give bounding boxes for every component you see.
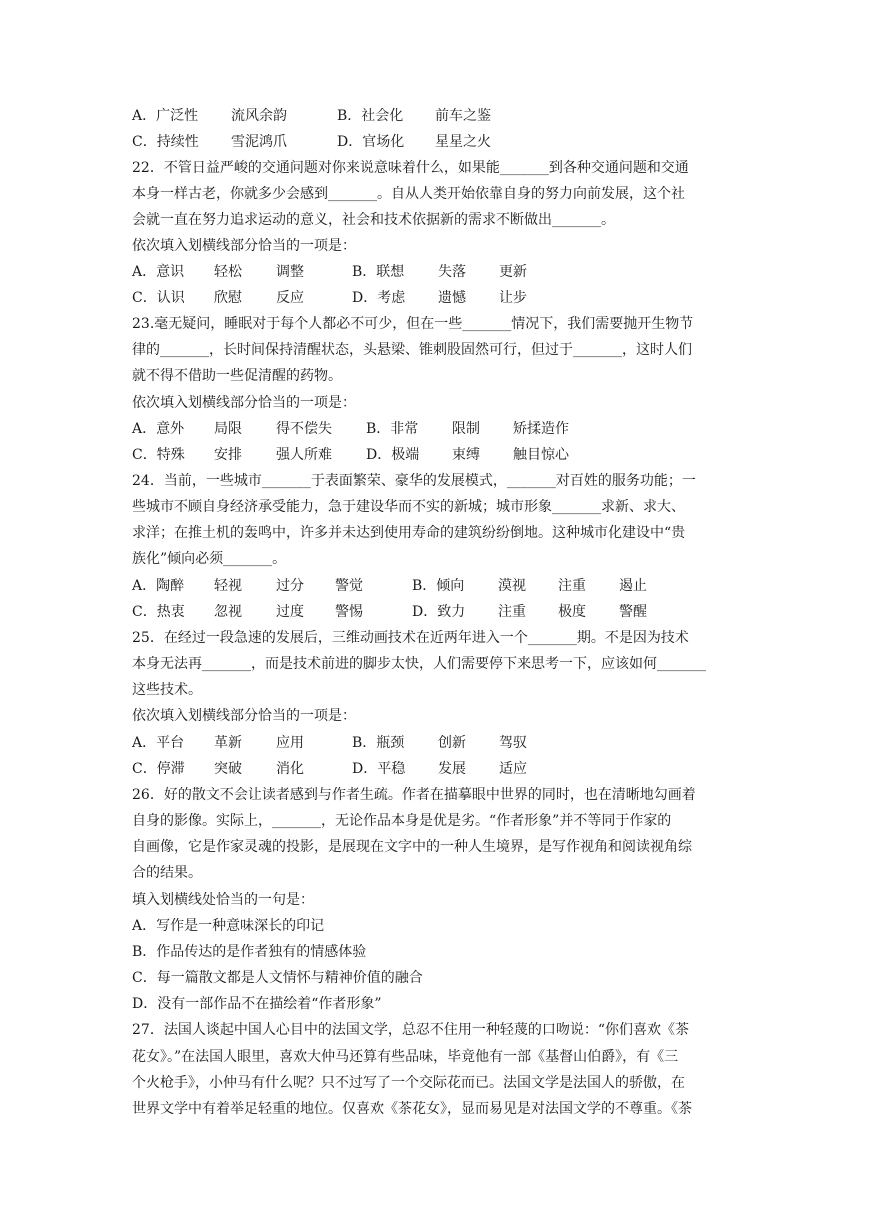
option-word: 突破	[214, 761, 242, 777]
option-b-label: B．瓶颈	[352, 735, 405, 751]
q24-text-line: 些城市不顾自身经济承受能力，急于建设华而不实的新城；城市形象_______求新、求大、	[132, 499, 685, 515]
option-word: 安排	[214, 447, 242, 463]
option-c-label: C．持续性	[132, 134, 199, 150]
q23-prompt: 依次填入划横线部分恰当的一项是：	[132, 395, 356, 411]
q22-text-line: 本身一样古老，你就多少会感到_______。自从人类开始依靠自身的努力向前发展，这个社	[132, 186, 685, 202]
option-word: 注重	[558, 578, 586, 594]
q26-option-a: A．写作是一种意味深长的印记	[132, 918, 325, 934]
option-a-label: A．广泛性	[132, 108, 199, 124]
option-b-label: B．非常	[366, 421, 419, 437]
option-word: 束缚	[452, 447, 480, 463]
q27-text-line: 花女》。”在法国人眼里，喜欢大仲马还算有些品味，毕竟他有一部《基督山伯爵》，有《三	[132, 1049, 679, 1065]
q24-text-line: 24．当前，一些城市_______于表面繁荣、豪华的发展模式，_______对百姓的服务功能；一	[132, 473, 696, 489]
option-word: 强人所难	[276, 447, 332, 463]
q27-text-line: 27．法国人谈起中国人心目中的法国文学，总忍不住用一种轻蔑的口吻说：“你们喜欢《茶	[132, 1022, 689, 1038]
q26-option-c: C．每一篇散文都是人文情怀与精神价值的融合	[132, 970, 423, 986]
option-b-label: B．联想	[352, 264, 405, 280]
q25-text-line: 这些技术。	[132, 682, 202, 698]
option-a-label: A．陶醉	[132, 578, 185, 594]
option-word: 忽视	[214, 604, 242, 620]
option-d-label: D．考虑	[352, 290, 406, 306]
option-d-label: D．平稳	[352, 761, 406, 777]
option-d-label: D．官场化	[337, 134, 405, 150]
option-c-word: 雪泥鸿爪	[231, 134, 287, 150]
option-word: 矫揉造作	[513, 421, 569, 437]
q26-prompt: 填入划横线处恰当的一句是：	[132, 892, 314, 908]
option-word: 更新	[499, 264, 527, 280]
option-b-label: B．倾向	[412, 578, 465, 594]
q23-text-line: 23.毫无疑问，睡眠对于每个人都必不可少，但在一些_______情况下，我们需要抛开生物节	[132, 316, 694, 332]
option-word: 局限	[214, 421, 242, 437]
option-word: 漠视	[498, 578, 526, 594]
option-word: 适应	[499, 761, 527, 777]
q24-text-line: 求洋；在推土机的轰鸣中，许多并未达到使用寿命的建筑纷纷倒地。这种城市化建设中“贵	[132, 525, 686, 541]
option-word: 遗憾	[438, 290, 466, 306]
option-word: 反应	[276, 290, 304, 306]
option-word: 注重	[498, 604, 526, 620]
option-word: 轻松	[214, 264, 242, 280]
option-d-label: D．致力	[412, 604, 466, 620]
q22-text-line: 22．不管日益严峻的交通问题对你来说意味着什么，如果能_______到各种交通问题和交通	[132, 160, 689, 176]
option-word: 失落	[438, 264, 466, 280]
q24-text-line: 族化”倾向必须_______。	[132, 551, 287, 567]
option-a-label: A．意外	[132, 421, 185, 437]
option-word: 警醒	[619, 604, 647, 620]
option-c-label: C．热衷	[132, 604, 185, 620]
option-word: 革新	[214, 735, 242, 751]
q22-prompt: 依次填入划横线部分恰当的一项是：	[132, 238, 356, 254]
option-word: 过分	[276, 578, 304, 594]
option-b-word: 前车之鉴	[435, 108, 491, 124]
option-word: 欣慰	[214, 290, 242, 306]
option-c-label: C．停滞	[132, 761, 185, 777]
option-word: 创新	[438, 735, 466, 751]
option-a-word: 流风余韵	[231, 108, 287, 124]
q25-text-line: 25．在经过一段急速的发展后，三维动画技术在近两年进入一个_______期。不是因为技术	[132, 630, 689, 646]
q25-text-line: 本身无法再_______，而是技术前进的脚步太快，人们需要停下来思考一下，应该如何_______	[132, 656, 706, 672]
option-word: 警惕	[335, 604, 363, 620]
option-word: 触目惊心	[513, 447, 569, 463]
option-a-label: A．意识	[132, 264, 185, 280]
option-a-label: A．平台	[132, 735, 185, 751]
option-word: 警觉	[335, 578, 363, 594]
option-d-word: 星星之火	[435, 134, 491, 150]
q26-text-line: 合的结果。	[132, 865, 202, 881]
q26-text-line: 26．好的散文不会让读者感到与作者生疏。作者在描摹眼中世界的同时，也在清晰地勾画着	[132, 787, 696, 803]
q26-option-b: B．作品传达的是作者独有的情感体验	[132, 944, 367, 960]
option-word: 极度	[558, 604, 586, 620]
q22-text-line: 会就一直在努力追求运动的意义，社会和技术依据新的需求不断做出_______。	[132, 212, 615, 228]
q27-text-line: 世界文学中有着举足轻重的地位。仅喜欢《茶花女》，显而易见是对法国文学的不尊重。《茶	[132, 1101, 692, 1117]
option-c-label: C．认识	[132, 290, 185, 306]
option-word: 让步	[499, 290, 527, 306]
q26-text-line: 自画像，它是作家灵魂的投影，是展现在文字中的一种人生境界，是写作视角和阅读视角综	[132, 839, 692, 855]
option-word: 得不偿失	[276, 421, 332, 437]
option-b-label: B．社会化	[337, 108, 404, 124]
q23-text-line: 就不得不借助一些促清醒的药物。	[132, 368, 342, 384]
option-word: 发展	[438, 761, 466, 777]
option-word: 限制	[452, 421, 480, 437]
option-word: 遏止	[619, 578, 647, 594]
option-word: 驾驭	[499, 735, 527, 751]
q26-text-line: 自身的影像。实际上，_______，无论作品本身是优是劣。“作者形象”并不等同于作家的	[132, 813, 672, 829]
option-word: 轻视	[214, 578, 242, 594]
option-word: 过度	[276, 604, 304, 620]
q25-prompt: 依次填入划横线部分恰当的一项是：	[132, 708, 356, 724]
q26-option-d: D．没有一部作品不在描绘着“作者形象”	[132, 996, 382, 1012]
option-word: 消化	[276, 761, 304, 777]
option-word: 应用	[276, 735, 304, 751]
option-c-label: C．特殊	[132, 447, 185, 463]
q23-text-line: 律的_______，长时间保持清醒状态，头悬梁、锥刺股固然可行，但过于_______，这时人们	[132, 342, 692, 358]
option-d-label: D．极端	[366, 447, 420, 463]
q27-text-line: 个火枪手》，小仲马有什么呢？只不过写了一个交际花而已。法国文学是法国人的骄傲，在	[132, 1075, 685, 1091]
option-word: 调整	[276, 264, 304, 280]
